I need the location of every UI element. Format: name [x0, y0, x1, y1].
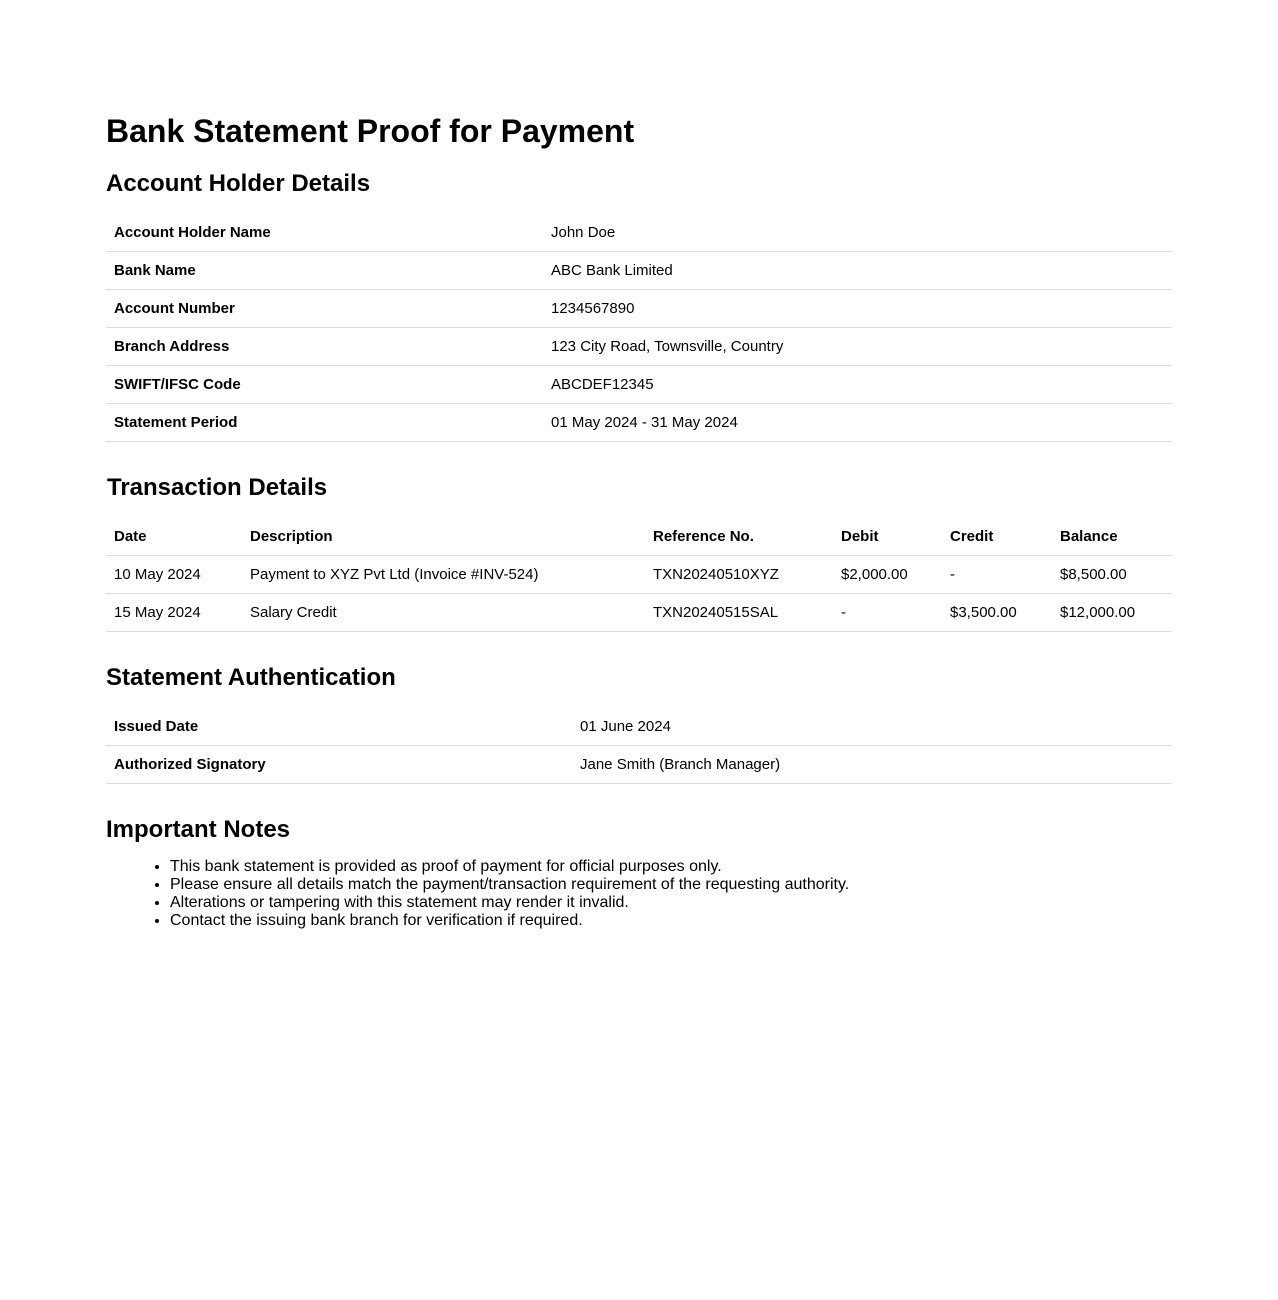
bank-name-value: ABC Bank Limited — [543, 252, 1172, 290]
transaction-section-heading: Transaction Details — [107, 474, 328, 501]
issued-date-label: Issued Date — [106, 708, 572, 746]
table-row — [106, 214, 1172, 252]
cell-reference: TXN20240510XYZ — [645, 556, 833, 594]
table-row — [106, 556, 1172, 594]
cell-credit: $3,500.00 — [942, 594, 1052, 632]
table-row — [106, 290, 1172, 328]
account-holder-name-value: John Doe — [543, 214, 1172, 252]
column-header-reference: Reference No. — [645, 518, 833, 556]
column-header-date: Date — [106, 518, 242, 556]
authorized-signatory-value: Jane Smith (Branch Manager) — [572, 746, 1172, 784]
cell-description: Payment to XYZ Pvt Ltd (Invoice #INV-524) — [242, 556, 645, 594]
issued-date-value: 01 June 2024 — [572, 708, 1172, 746]
cell-description: Salary Credit — [242, 594, 645, 632]
account-section-heading: Account Holder Details — [106, 170, 371, 197]
list-item: • Contact the issuing bank branch for verification if required. — [170, 912, 849, 930]
cell-balance: $12,000.00 — [1052, 594, 1172, 632]
column-header-credit: Credit — [942, 518, 1052, 556]
swift-code-value: ABCDEF12345 — [543, 366, 1172, 404]
authentication-section-heading: Statement Authentication — [106, 664, 396, 691]
authentication-table — [106, 708, 1172, 784]
branch-address-value: 123 City Road, Townsville, Country — [543, 328, 1172, 366]
cell-debit: $2,000.00 — [833, 556, 942, 594]
table-row — [106, 708, 1172, 746]
branch-address-label: Branch Address — [106, 328, 543, 366]
notes-section-heading: Important Notes — [106, 816, 291, 843]
list-item: • Please ensure all details match the payment/transaction requirement of the requesting authority. — [170, 876, 849, 894]
table-row — [106, 366, 1172, 404]
authorized-signatory-label: Authorized Signatory — [106, 746, 572, 784]
column-header-description: Description — [242, 518, 645, 556]
list-item: • This bank statement is provided as proof of payment for official purposes only. — [170, 858, 849, 876]
notes-list — [106, 858, 849, 930]
table-row — [106, 404, 1172, 442]
list-item: • Alterations or tampering with this statement may render it invalid. — [170, 894, 849, 912]
cell-reference: TXN20240515SAL — [645, 594, 833, 632]
cell-balance: $8,500.00 — [1052, 556, 1172, 594]
account-number-value: 1234567890 — [543, 290, 1172, 328]
table-row — [106, 328, 1172, 366]
account-details-table — [106, 214, 1172, 442]
account-number-label: Account Number — [106, 290, 543, 328]
bank-name-label: Bank Name — [106, 252, 543, 290]
account-holder-name-label: Account Holder Name — [106, 214, 543, 252]
table-row — [106, 594, 1172, 632]
table-row — [106, 252, 1172, 290]
cell-debit: - — [833, 594, 942, 632]
column-header-balance: Balance — [1052, 518, 1172, 556]
page-title: Bank Statement Proof for Payment — [106, 113, 635, 149]
cell-credit: - — [942, 556, 1052, 594]
statement-period-value: 01 May 2024 - 31 May 2024 — [543, 404, 1172, 442]
transaction-table — [106, 518, 1172, 632]
table-row — [106, 746, 1172, 784]
swift-code-label: SWIFT/IFSC Code — [106, 366, 543, 404]
statement-period-label: Statement Period — [106, 404, 543, 442]
cell-date: 10 May 2024 — [106, 556, 242, 594]
cell-date: 15 May 2024 — [106, 594, 242, 632]
table-header-row — [106, 518, 1172, 556]
column-header-debit: Debit — [833, 518, 942, 556]
